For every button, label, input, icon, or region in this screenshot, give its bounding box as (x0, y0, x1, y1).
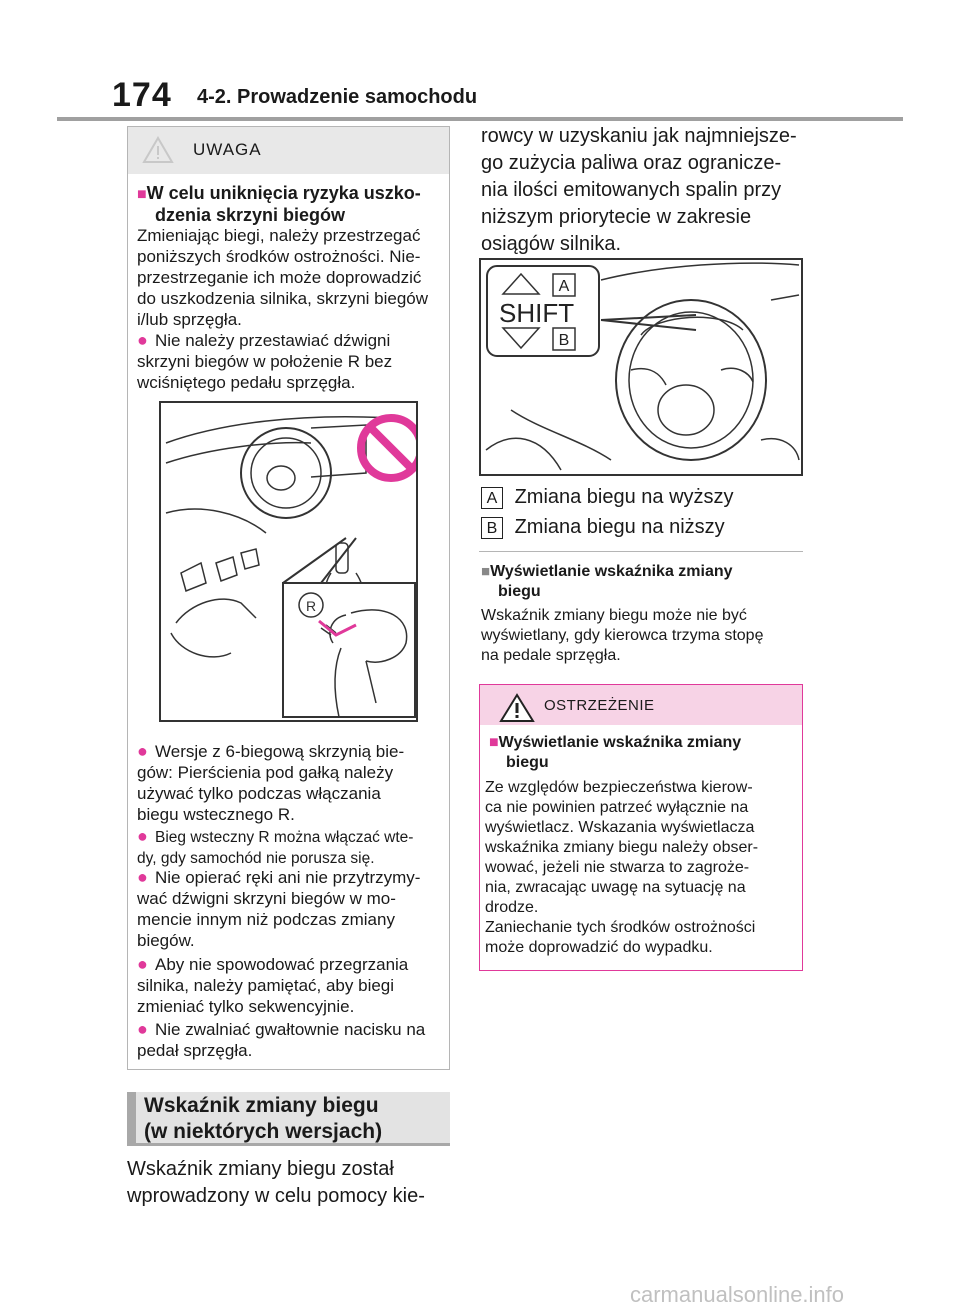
shift-text: SHIFT (499, 298, 575, 328)
warning-triangle-icon (499, 693, 535, 723)
legend-b-text: Zmiana biegu na niższy (514, 516, 725, 538)
display-info-text: Wskaźnik zmiany biegu może nie być wyświetlany, gdy kierowca trzyma stopę na pedale sprzęgła. (481, 607, 764, 664)
reverse-r-label: R (305, 598, 317, 614)
caution-bullet-3: ● Bieg wsteczny R można włączać wte- dy, gdy samochód nie porusza się. (137, 826, 414, 867)
legend-b-key: B (481, 517, 503, 539)
legend-a-key: A (481, 487, 503, 509)
section-title: 4-2. Prowadzenie samochodu (197, 86, 478, 108)
page-number: 174 (112, 76, 172, 114)
round-bullet-icon: ● (137, 826, 148, 846)
shift-indicator-drawing (481, 260, 801, 474)
section-body-left: Wskaźnik zmiany biegu został wprowadzony w celu pomocy kie- (127, 1158, 425, 1207)
reverse-gear-illustration (159, 401, 418, 722)
caution-bullet-4: ● Nie opierać ręki ani nie przytrzymy- wać dźwigni skrzyni biegów w mo- mencie innym niż podczas zmiany biegów. (137, 867, 421, 950)
round-bullet-icon: ● (137, 1019, 148, 1039)
round-bullet-icon: ● (137, 954, 148, 974)
header-rule (57, 117, 903, 121)
caution-bullet-2: ● Wersje z 6-biegową skrzynią bie- gów: Pierścienia pod gałką należy używać tylko podczas włączania biegu wstecznego R. (137, 741, 405, 824)
round-bullet-icon: ● (137, 330, 148, 350)
caution-bullet-6: ● Nie zwalniać gwałtownie nacisku na pedał sprzęgła. (137, 1019, 426, 1060)
shift-indicator-illustration (479, 258, 803, 476)
square-bullet-icon: ■ (137, 186, 147, 203)
section-heading: Wskaźnik zmiany biegu (w niektórych wersjach) (144, 1094, 383, 1143)
legend-b (481, 516, 725, 539)
caution-intro: Zmieniając biegi, należy przestrzegać poniższych środków ostrożności. Nie- przestrzeganie ich może doprowadzić do uszkodzenia silnika, skrzyni biegów i/lub sprzęgła. (137, 226, 429, 329)
caution-triangle-icon (142, 136, 174, 164)
warning-label: OSTRZEŻENIE (544, 697, 655, 714)
caution-bullet-1: ● Nie należy przestawiać dźwigni skrzyni biegów w położenie R bez wciśniętego pedału sprzęgła. (137, 330, 393, 392)
display-info-heading: ■Wyświetlanie wskaźnika zmiany biegu (481, 563, 733, 600)
caution-header (128, 127, 449, 174)
shift-a-label: A (558, 278, 570, 295)
round-bullet-icon: ● (137, 741, 148, 761)
legend-a (481, 486, 734, 509)
warning-text: Ze względów bezpieczeństwa kierow- ca nie powinien patrzeć wyłącznie na wyświetlacz. Wskazania wyświetlacza wskaźnika zmiany biegu należy obser- wować, jeżeli nie stwarza to zagroże- nia, zwracając uwagę na sytuację na drodze. Zaniechanie tych środków ostrożności może doprowadzić do wypadku. (485, 779, 759, 956)
section-body-right: rowcy w uzyskaniu jak najmniejsze- go zużycia paliwa oraz ogranicze- nia ilości emitowanych spalin przy niższym priorytecie w zakresie osiągów silnika. (481, 125, 797, 255)
caution-label: UWAGA (193, 140, 262, 159)
reverse-gear-drawing (161, 403, 416, 720)
square-bullet-icon: ■ (481, 563, 491, 580)
round-bullet-icon: ● (137, 867, 148, 887)
watermark: carmanualsonline.info (630, 1282, 845, 1307)
square-bullet-icon: ■ (489, 734, 499, 751)
shift-b-label: B (558, 332, 570, 349)
legend-a-text: Zmiana biegu na wyższy (514, 486, 734, 508)
caution-bullet-5: ● Aby nie spowodować przegrzania silnika, należy pamiętać, aby biegi zmieniać tylko sekwencyjnie. (137, 954, 409, 1016)
divider (479, 551, 803, 552)
caution-subheading: ■W celu uniknięcia ryzyka uszko- dzenia skrzyni biegów (137, 183, 421, 225)
warning-heading: ■Wyświetlanie wskaźnika zmiany biegu (489, 734, 742, 771)
